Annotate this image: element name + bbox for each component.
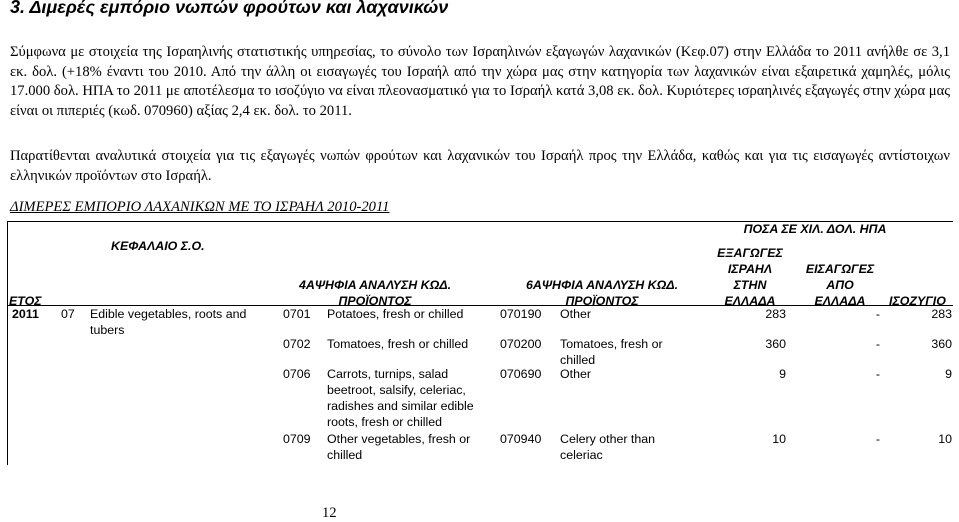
cell-exports: 360 <box>765 337 786 351</box>
cell-code6: 070200 <box>500 337 542 351</box>
cell-balance: 9 <box>945 367 952 381</box>
cell-desc4: roots, fresh or chilled <box>327 415 443 429</box>
table-border-left <box>7 221 8 465</box>
cell-desc4: beetroot, salsify, celeriac, <box>327 383 466 397</box>
cell-chapter-desc: Edible vegetables, roots and <box>90 307 247 321</box>
cell-code4: 0702 <box>283 337 311 351</box>
cell-code4: 0706 <box>283 367 311 381</box>
cell-exports: 283 <box>765 307 786 321</box>
cell-code6: 070940 <box>500 432 542 446</box>
header-code6: ΠΡΟΪΟΝΤΟΣ <box>565 294 639 308</box>
header-year: ΕΤΟΣ <box>9 294 42 308</box>
header-amounts: ΠΟΣΑ ΣΕ ΧΙΛ. ΔΟΛ. ΗΠΑ <box>743 222 887 236</box>
header-balance: ΙΣΟΖΥΓΙΟ <box>889 294 946 308</box>
cell-desc4: Carrots, turnips, salad <box>327 367 449 381</box>
page-number: 12 <box>322 505 337 521</box>
header-exports: ΣΤΗΝ <box>733 278 767 292</box>
header-imports: ΑΠΟ <box>826 278 854 292</box>
section-heading: 3. Διμερές εμπόριο νωπών φρούτων και λαχανικών <box>10 0 449 17</box>
cell-desc6: Other <box>560 307 591 321</box>
cell-desc6: celeriac <box>560 448 603 462</box>
cell-code4: 0709 <box>283 432 311 446</box>
header-code4: ΠΡΟΪΟΝΤΟΣ <box>338 294 412 308</box>
cell-imports: - <box>875 367 881 381</box>
cell-balance: 360 <box>931 337 952 351</box>
intro-paragraph: Σύμφωνα με στοιχεία της Ισραηλινής στατιστικής υπηρεσίας, το σύνολο των Ισραηλινών εξαγωγών λαχανικών (Κεφ.07) στην Ελλάδα το 2011 ανήλθε σε 3,1 εκ. δολ. (+18% έναντι του 2010. Από την άλλη οι εισαγωγές του Ισραήλ από την χώρα μας στην κατηγορία των λαχανικών είναι εξαιρετικά χαμηλές, μόλις 17.000 δολ. ΗΠΑ το 2011 με αποτέλεσμα το ισοζύγιο να είναι πλεονασματικό για το Ισραήλ κατά 3,08 εκ. δολ. Κυριότερες ισραηλινές εξαγωγές στην χώρα μας είναι οι πιπεριές (κωδ. 070960) αξίας 2,4 εκ. δολ. το 2011. <box>10 44 950 119</box>
header-imports: ΕΛΛΑΔΑ <box>814 294 866 308</box>
header-code4: 4ΑΨΗΦΙΑ ΑΝΑΛΥΣΗ ΚΩΔ. <box>298 278 452 292</box>
cell-exports: 10 <box>772 432 786 446</box>
cell-desc6: Other <box>560 367 591 381</box>
cell-desc4: Tomatoes, fresh or chilled <box>327 337 469 351</box>
cell-code6: 070690 <box>500 367 542 381</box>
cell-desc6: Celery other than <box>560 432 656 446</box>
cell-code6: 070190 <box>500 307 542 321</box>
cell-imports: - <box>875 307 881 321</box>
table-title: ΔΙΜΕΡΕΣ ΕΜΠΟΡΙΟ ΛΑΧΑΝΙΚΩΝ ΜΕ ΤΟ ΙΣΡΑΗΛ 2010-2011 <box>10 199 390 215</box>
header-exports: ΕΛΛΑΔΑ <box>724 294 776 308</box>
header-code6: 6ΑΨΗΦΙΑ ΑΝΑΛΥΣΗ ΚΩΔ. <box>525 278 679 292</box>
cell-desc6: chilled <box>560 353 596 367</box>
cell-chapter-desc: tubers <box>90 323 125 337</box>
header-imports: ΕΙΣΑΓΩΓΕΣ <box>805 262 875 276</box>
header-chapter: ΚΕΦΑΛΑΙΟ Σ.Ο. <box>111 239 205 253</box>
details-paragraph: Παρατίθενται αναλυτικά στοιχεία για τις εξαγωγές νωπών φρούτων και λαχανικών του Ισραήλ προς την Ελλάδα, καθώς και για τις εισαγωγές αντίστοιχων ελληνικών προϊόντων στο Ισραήλ. <box>10 148 950 184</box>
cell-desc4: Potatoes, fresh or chilled <box>327 307 464 321</box>
cell-desc4: Other vegetables, fresh or <box>327 432 471 446</box>
cell-desc4: chilled <box>327 448 363 462</box>
cell-imports: - <box>875 337 881 351</box>
cell-chapter-code: 07 <box>61 307 75 321</box>
cell-imports: - <box>875 432 881 446</box>
cell-desc6: Tomatoes, fresh or <box>560 337 663 351</box>
cell-code4: 0701 <box>283 307 311 321</box>
cell-balance: 10 <box>938 432 952 446</box>
header-exports: ΙΣΡΑΗΛ <box>727 262 773 276</box>
cell-exports: 9 <box>779 367 786 381</box>
cell-desc4: radishes and similar edible <box>327 399 474 413</box>
header-exports: ΕΞΑΓΩΓΕΣ <box>717 246 783 260</box>
cell-balance: 283 <box>931 307 952 321</box>
cell-year: 2011 <box>12 307 39 321</box>
